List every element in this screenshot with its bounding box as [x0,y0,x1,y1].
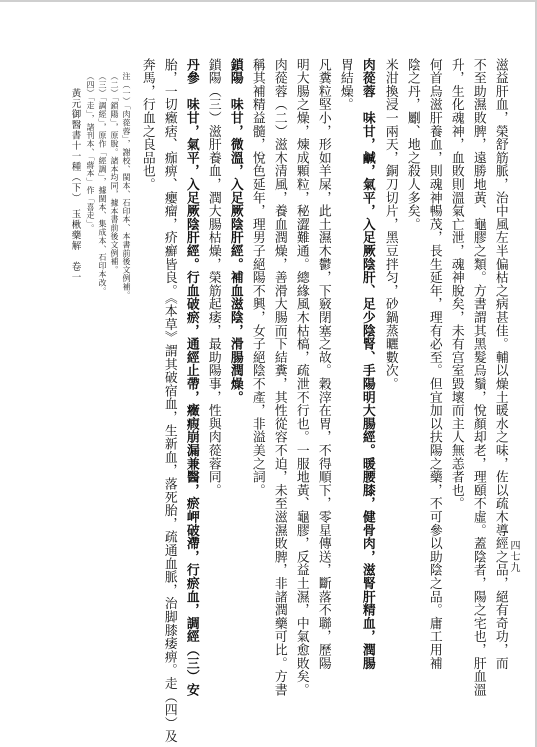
footnote: （四）「走」，諸刊本、「蔣本」作「喜走」。 [86,72,95,233]
text-column: 陰之丹，劚、地之殺人多矣。 [404,58,420,231]
text-column: 稱其補精益髓，悅色延年，理男子絕陽不興，女子絕陰不產，非溢美之詞。 [249,58,265,497]
text-column: 奔馬，行血之良品也。 [139,58,155,191]
footnote: 注（一）「肉蓯蓉」，謝校、閩本、石印本、本書前後文例補。 [122,72,131,300]
entry-heading-dan-shen: 丹參 味甘，氣平，入足厥陰肝經。行血破瘀，通經止帶，癥瘕崩漏兼醫，瘀岬破滯，行瘀血，調經（三）安 [183,58,199,697]
entry-heading-rou-cong-rong: 肉蓯蓉 味甘，鹹，氣平，入足厥陰肝、足少陰腎、手陽明大腸經。暖腰膝，健骨肉，滋腎肝精血，潤腸 [359,58,375,670]
text-column: 明大腸之燥，煉成顆粒，秘澀難通。總緣風木枯槁，疏泄不行也。一服地黃、龜膠，反益土濕，中氣愈敗矣。 [293,58,309,697]
footnote: （二）「鎖陽」，原脫。諸本均同，據本書前後文例補。 [110,72,119,274]
text-column: 米泔換浸一兩天，銅刀切片，黑豆拌匀，砂鍋蒸曬數次。 [382,58,398,391]
text-column: 鎖陽（三）滋肝養血，潤大腸枯燥，榮筋起痿，最助陽事，性與肉蓯蓉同。 [205,58,221,497]
entry-heading-suo-yang: 鎖陽 味甘，微溫，入足厥陰肝經。補血滋陰，滑腸潤燥。 [227,58,243,404]
text-column: 滋益肝血，榮舒筋脈，治中風左半偏枯之病甚佳。輔以燥土暖水之味，佐以疏木導經之品，絕有奇功，而 [492,58,508,670]
page-number: 四七九 [508,540,519,573]
text-column: 升，生化魂神，血敗則溫氣亡泄，魂神脫矣，未有宫室毀壞而主人無恙者也。 [448,58,464,511]
text-column: 胎，一切癥痞、痂痹、癭瘤，疥癬皆良。《本草》謂其破宿血，生新血，落死胎，疏通血脈，治脚膝痿痹。走（四）及 [161,58,177,744]
text-column: 胃結燥。 [337,58,353,112]
text-column: 凡糞粒堅小，形如羊屎，此土濕木鬱，下竅閉塞之故。穀滓在胃，不得順下，零星傳送，斷落不聯，歷陽 [315,58,331,670]
text-column: 肉蓯蓉（二）滋木清風，養血潤燥，善滑大腸而下結糞，其性從容不迫，未至滋濕敗脾，非諸潤藥可比。方書 [271,58,287,697]
text-column: 不至助濕敗脾，遠勝地黃、龜膠之類。方書謂其黑髮烏鬚，悅顏却老，理頤不虛。蓋陰者，陽之宅也，肝血溫 [470,58,486,697]
running-head: 黃元御醫書十一種（下） 玉楸藥解 卷一 [69,88,81,283]
text-column: 何首烏滋肝養血，則魂神暢茂，長生延年，理有必至。但宜加以扶陽之藥，不可參以助陰之品。庸工用補 [426,58,442,670]
scan-border-top [0,0,537,2]
footnote: （三）「調經」，原作「經調」，據閩本、集成本、石印本改。 [98,72,107,296]
